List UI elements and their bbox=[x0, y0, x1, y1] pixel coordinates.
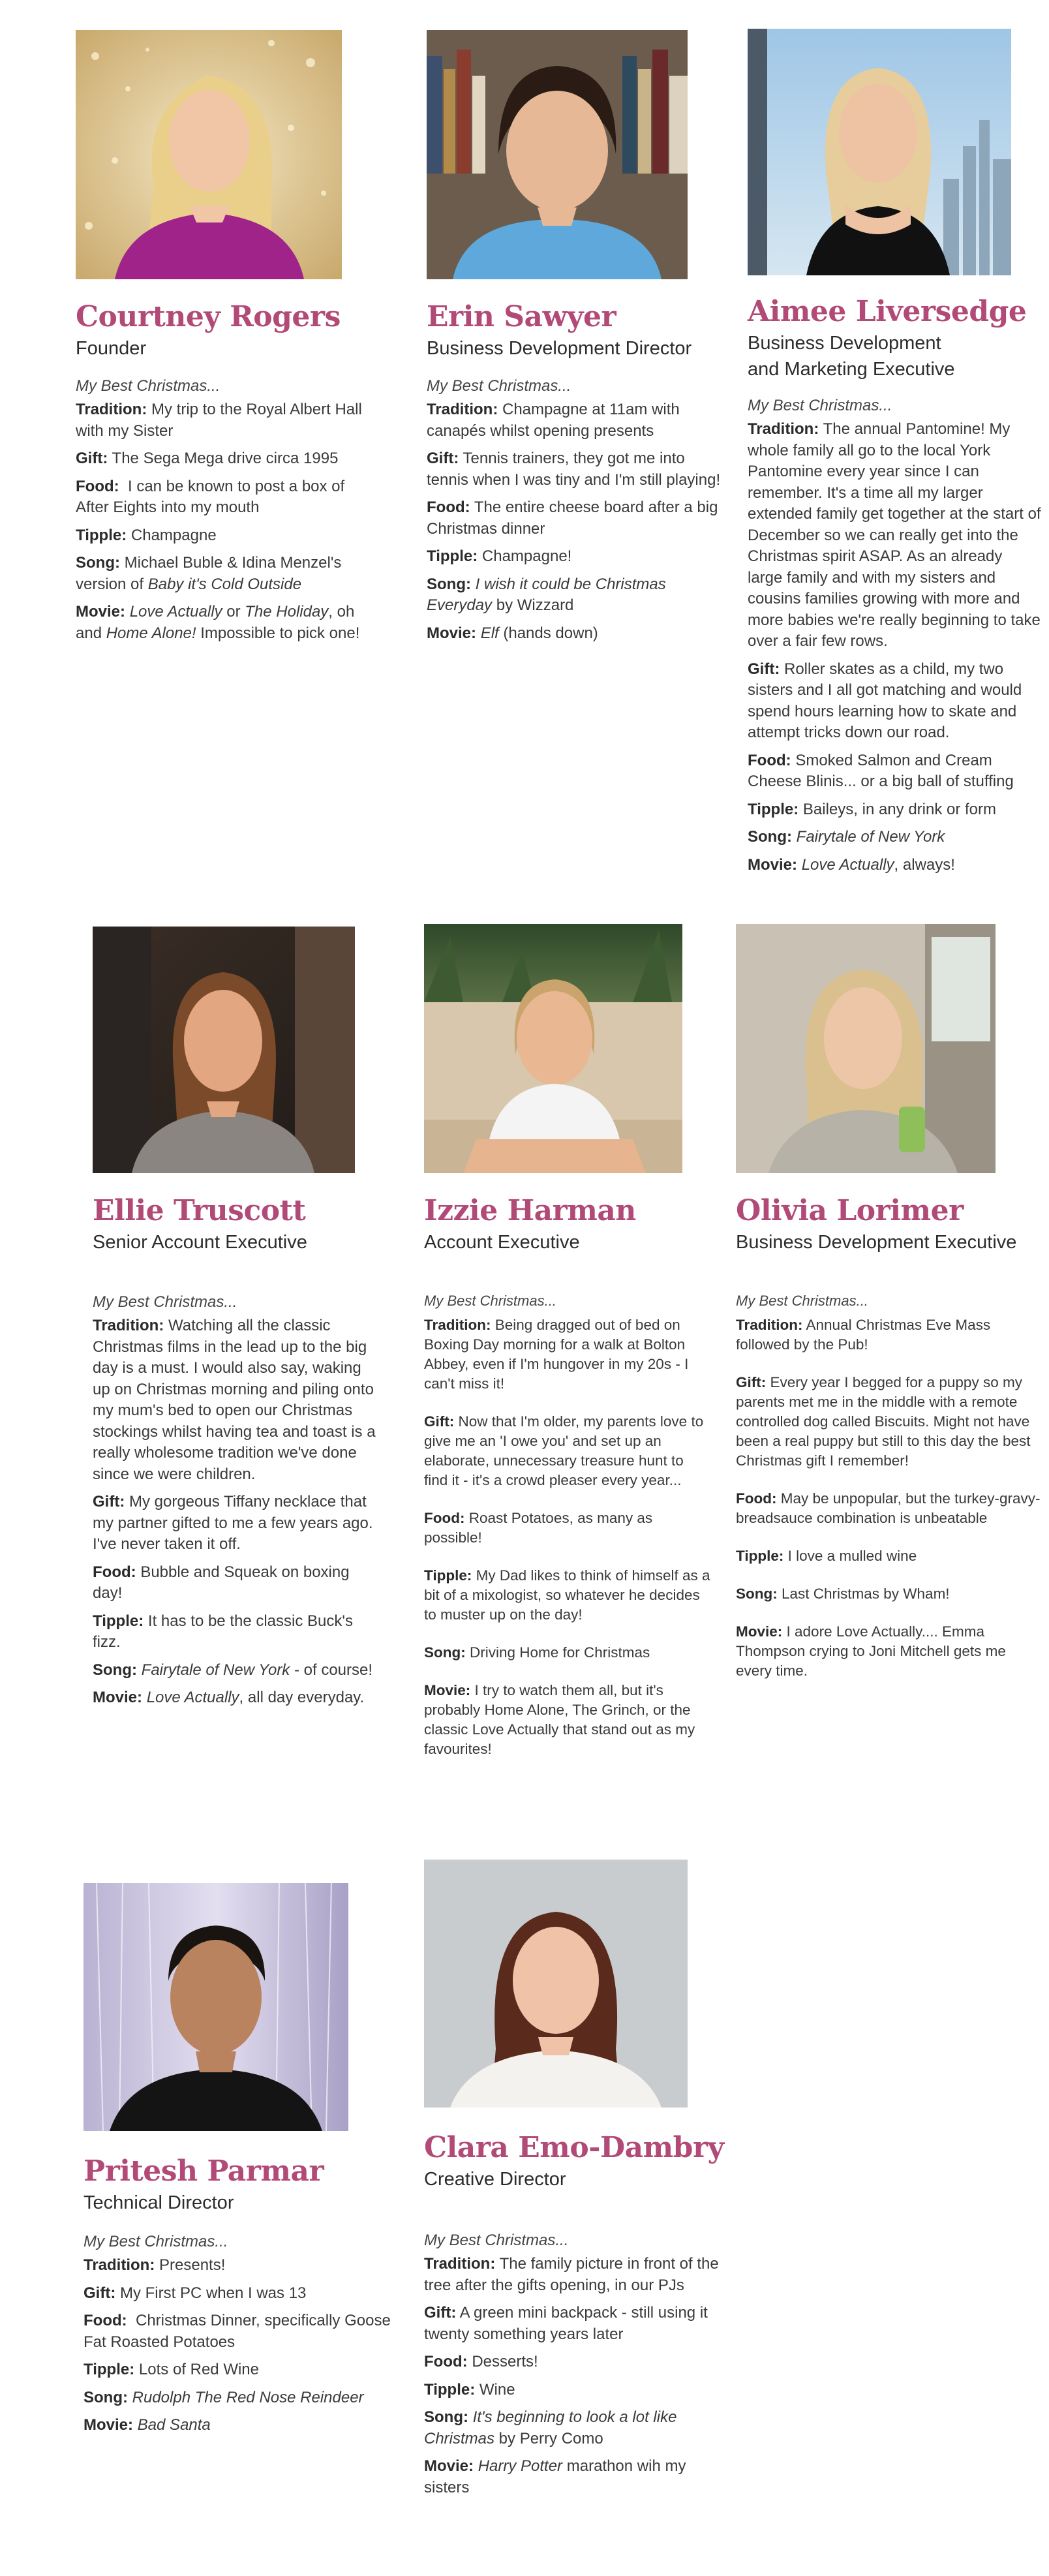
person-role-line-2: and Marketing Executive bbox=[748, 359, 955, 380]
tradition-entry: Tradition: Presents! bbox=[84, 2256, 226, 2275]
movie-entry: Movie: I adore Love Actually.... Emma Thompson crying to Joni Mitchell gets me every time. bbox=[736, 1623, 1006, 1679]
tipple-entry: Tipple: Baileys, in any drink or form bbox=[748, 800, 997, 818]
portrait-photo bbox=[76, 30, 342, 279]
portrait-photo bbox=[93, 927, 355, 1173]
tipple-entry: Tipple: I love a mulled wine bbox=[736, 1548, 917, 1565]
tipple-entry: Tipple: Champagne bbox=[76, 526, 217, 544]
intro-heading: My Best Christmas... bbox=[736, 1293, 868, 1310]
tipple-entry: Tipple: My Dad likes to think of himself as a bit of a mixologist, so whatever he decides to muster up on the day! bbox=[424, 1567, 710, 1623]
team-card-izzie-harman bbox=[424, 924, 711, 1759]
team-card-courtney-rogers bbox=[76, 30, 363, 644]
food-entry: Food: I can be known to post a box of After Eights into my mouth bbox=[76, 477, 345, 517]
song-entry: Song: Driving Home for Christmas bbox=[424, 1644, 650, 1661]
person-name: Erin Sawyer bbox=[427, 300, 616, 333]
person-name: Ellie Truscott bbox=[93, 1194, 306, 1227]
person-role: Senior Account Executive bbox=[93, 1232, 307, 1253]
team-card-aimee-liversedge bbox=[748, 29, 1041, 876]
tradition-entry: Tradition: The annual Pantomine! My whole family all go to the local York Pantomine every year since I can remember. It's a time all my larger extended family get together at the start of December so we can really get into the Christmas spirit ASAP. As an already large family and with my sisters and cousins families growing with more and more babies we're really beginning to take over a fair few rows. bbox=[748, 420, 1041, 651]
person-role: Founder bbox=[76, 338, 147, 360]
song-entry: Song: Fairytale of New York bbox=[748, 828, 945, 846]
gift-entry: Gift: Now that I'm older, my parents love to give me an 'I owe you' and set up an elaborate, unnecessary treasure hunt to find it - it's a crowd pleaser every year... bbox=[424, 1413, 704, 1489]
gift-entry: Gift: The Sega Mega drive circa 1995 bbox=[76, 450, 339, 468]
gift-entry: Gift: Tennis trainers, they got me into tennis when I was tiny and I'm still playing! bbox=[427, 450, 721, 489]
food-entry: Food: May be unpopular, but the turkey-gravy-breadsauce combination is unbeatable bbox=[736, 1490, 1041, 1527]
person-name: Olivia Lorimer bbox=[736, 1194, 964, 1227]
food-entry: Food: Smoked Salmon and Cream Cheese Blinis... or a big ball of stuffing bbox=[748, 751, 1014, 791]
song-entry: Song: I wish it could be Christmas Everyday by Wizzard bbox=[427, 575, 666, 615]
tradition-entry: Tradition: My trip to the Royal Albert Hall with my Sister bbox=[76, 401, 362, 440]
team-card-pritesh-parmar bbox=[84, 1883, 397, 2436]
person-name: Izzie Harman bbox=[424, 1194, 636, 1227]
gift-entry: Gift: My First PC when I was 13 bbox=[84, 2284, 307, 2302]
song-entry: Song: Rudolph The Red Nose Reindeer bbox=[84, 2388, 364, 2406]
movie-entry: Movie: I try to watch them all, but it's probably Home Alone, The Grinch, or the classic Love Actually that stand out as my favourites! bbox=[424, 1682, 695, 1758]
movie-entry: Movie: Bad Santa bbox=[84, 2416, 211, 2434]
portrait-photo bbox=[427, 30, 688, 279]
food-entry: Food: Desserts! bbox=[424, 2353, 538, 2371]
person-name: Courtney Rogers bbox=[76, 300, 341, 333]
movie-entry: Movie: Harry Potter marathon wih my sisters bbox=[424, 2457, 686, 2496]
tipple-entry: Tipple: It has to be the classic Buck's fizz. bbox=[93, 1612, 353, 1651]
person-name: Clara Emo-Dambry bbox=[424, 2131, 724, 2164]
team-card-erin-sawyer bbox=[427, 30, 727, 644]
song-entry: Song: It's beginning to look a lot like Christmas by Perry Como bbox=[424, 2408, 677, 2447]
gift-entry: Gift: Every year I begged for a puppy so my parents met me in the middle with a remote controlled dog called Biscuits. Might not have been a real puppy but still to this day the best Christmas gift I remember! bbox=[736, 1374, 1031, 1469]
tradition-entry: Tradition: Watching all the classic Christmas films in the lead up to the big day is a must. I would also say, waking up on Christmas morning and piling onto my mum's bed to open our Christmas stockings whilst having tea and toast is a really wholesome tradition we've done since we were children. bbox=[93, 1317, 376, 1483]
tradition-entry: Tradition: Champagne at 11am with canapés whilst opening presents bbox=[427, 401, 680, 440]
portrait-photo bbox=[736, 924, 996, 1173]
tipple-entry: Tipple: Champagne! bbox=[427, 547, 572, 566]
tradition-entry: Tradition: Being dragged out of bed on Boxing Day morning for a walk at Bolton Abbey, even if I'm hungover in my 20s - I can't miss it! bbox=[424, 1317, 689, 1392]
movie-entry: Movie: Love Actually, always! bbox=[748, 855, 955, 874]
portrait-photo bbox=[84, 1883, 348, 2131]
tipple-entry: Tipple: Wine bbox=[424, 2380, 515, 2399]
team-card-clara-emo-dambry bbox=[424, 1860, 731, 2498]
gift-entry: Gift: Roller skates as a child, my two sisters and I all got matching and would spend hours learning how to skate and attempt tricks down our road. bbox=[748, 660, 1022, 742]
movie-entry: Movie: Love Actually, all day everyday. bbox=[93, 1689, 365, 1707]
movie-entry: Movie: Love Actually or The Holiday, oh and Home Alone! Impossible to pick one! bbox=[76, 603, 360, 642]
intro-heading: My Best Christmas... bbox=[427, 377, 571, 395]
tipple-entry: Tipple: Lots of Red Wine bbox=[84, 2361, 259, 2379]
movie-entry: Movie: Elf (hands down) bbox=[427, 624, 598, 642]
song-entry: Song: Michael Buble & Idina Menzel's version of Baby it's Cold Outside bbox=[76, 554, 342, 593]
intro-heading: My Best Christmas... bbox=[93, 1293, 237, 1311]
person-role: Technical Director bbox=[84, 2192, 234, 2214]
food-entry: Food: Roast Potatoes, as many as possible! bbox=[424, 1510, 653, 1546]
intro-heading: My Best Christmas... bbox=[424, 1293, 556, 1310]
song-entry: Song: Last Christmas by Wham! bbox=[736, 1586, 950, 1602]
gift-entry: Gift: My gorgeous Tiffany necklace that my partner gifted to me a few years ago. I've never taken it off. bbox=[93, 1493, 373, 1554]
person-role: Business Development Director bbox=[427, 338, 692, 360]
person-name: Pritesh Parmar bbox=[84, 2154, 324, 2188]
food-entry: Food: Christmas Dinner, specifically Goose Fat Roasted Potatoes bbox=[84, 2312, 391, 2351]
person-role: Business Development Executive bbox=[736, 1232, 1017, 1253]
person-name: Aimee Liversedge bbox=[748, 295, 1027, 328]
intro-heading: My Best Christmas... bbox=[76, 377, 220, 395]
intro-heading: My Best Christmas... bbox=[84, 2233, 228, 2251]
team-card-ellie-truscott bbox=[93, 927, 380, 1709]
portrait-photo bbox=[424, 924, 682, 1173]
person-role-line-1: Business Development bbox=[748, 333, 941, 354]
person-role: Creative Director bbox=[424, 2169, 566, 2190]
food-entry: Food: Bubble and Squeak on boxing day! bbox=[93, 1563, 350, 1602]
intro-heading: My Best Christmas... bbox=[748, 397, 892, 415]
tradition-entry: Tradition: The family picture in front of the tree after the gifts opening, in our PJs bbox=[424, 2255, 719, 2294]
team-card-olivia-lorimer bbox=[736, 924, 1042, 1681]
tradition-entry: Tradition: Annual Christmas Eve Mass followed by the Pub! bbox=[736, 1317, 991, 1353]
portrait-photo bbox=[424, 1860, 688, 2108]
portrait-photo bbox=[748, 29, 1011, 275]
gift-entry: Gift: A green mini backpack - still using it twenty something years later bbox=[424, 2304, 708, 2343]
song-entry: Song: Fairytale of New York - of course! bbox=[93, 1661, 373, 1679]
intro-heading: My Best Christmas... bbox=[424, 2231, 569, 2250]
person-role: Account Executive bbox=[424, 1232, 580, 1253]
food-entry: Food: The entire cheese board after a big Christmas dinner bbox=[427, 498, 718, 538]
